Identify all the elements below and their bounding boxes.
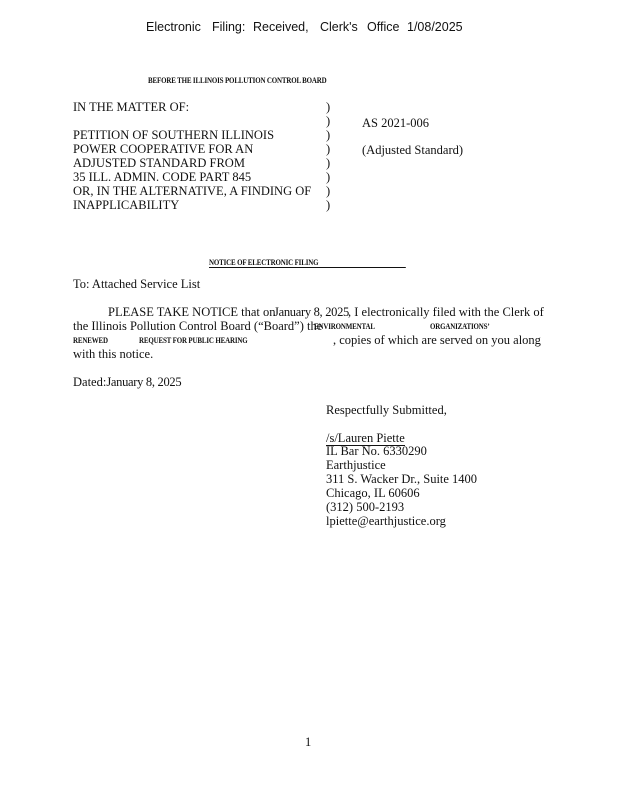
body-line2-start: the Illinois Pollution Control Board (“Board”) the [73,319,323,333]
signature-address2: Chicago, IL 60606 [326,486,420,500]
signature-email: lpiette@earthjustice.org [326,514,446,528]
notice-title-text: NOTICE OF ELECTRONIC FILING [209,257,319,267]
case-number: AS 2021-006 [362,116,430,130]
stamp-clerks: Clerk's [320,20,358,34]
signature-signed-text: /s/Lauren Piette [326,431,405,445]
signature-closing: Respectfully Submitted, [326,403,447,417]
signature-org: Earthjustice [326,458,386,472]
signature-bar: IL Bar No. 6330290 [326,444,427,458]
caption-paren: ) [326,100,331,114]
caption-paren: ) [326,142,331,156]
dated-value: January 8, 2025 [106,375,182,389]
caption-paren: ) [326,114,331,128]
body-request-hearing: REQUEST FOR PUBLIC HEARING [139,335,248,345]
signature-phone: (312) 500-2193 [326,500,405,514]
stamp-filing: Filing: [212,20,246,34]
body-renewed: RENEWED [73,335,108,345]
body-environmental: ENVIRONMENTAL [314,321,375,331]
notice-title [209,257,406,268]
caption-paren: ) [326,128,331,142]
body-line3-end: , copies of which are served on you along [333,333,541,347]
body-line1-start: PLEASE TAKE NOTICE that on [108,305,276,319]
body-filing-date: January 8, 2025 [274,305,349,319]
to-line: To: Attached Service List [73,277,201,291]
caption-paren: ) [326,198,331,212]
dated-line [73,375,181,389]
caption-paren: ) [326,156,331,170]
in-the-matter: IN THE MATTER OF: [73,100,190,114]
caption-line: ADJUSTED STANDARD FROM [73,156,245,170]
stamp-date: 1/08/2025 [407,20,463,34]
body-line4: with this notice. [73,347,154,361]
stamp-electronic: Electronic [146,20,201,34]
stamp-office: Office [367,20,400,34]
board-header: BEFORE THE ILLINOIS POLLUTION CONTROL BOARD [148,75,327,85]
caption-paren: ) [326,184,331,198]
caption-line: 35 ILL. ADMIN. CODE PART 845 [73,170,252,184]
signature-signed [326,431,405,445]
caption-line: POWER COOPERATIVE FOR AN [73,142,254,156]
body-line1-end: , I electronically filed with the Clerk of [348,305,544,319]
body-organizations: ORGANIZATIONS’ [430,321,490,331]
caption-line: INAPPLICABILITY [73,198,180,212]
caption-paren: ) [326,170,331,184]
filing-stamp [0,0,618,40]
caption-line: OR, IN THE ALTERNATIVE, A FINDING OF [73,184,312,198]
page-number: 1 [305,735,312,749]
stamp-received: Received, [253,20,309,34]
signature-address1: 311 S. Wacker Dr., Suite 1400 [326,472,478,486]
dated-label: Dated: [73,375,107,389]
case-type: (Adjusted Standard) [362,143,464,157]
caption-line: PETITION OF SOUTHERN ILLINOIS [73,128,275,142]
